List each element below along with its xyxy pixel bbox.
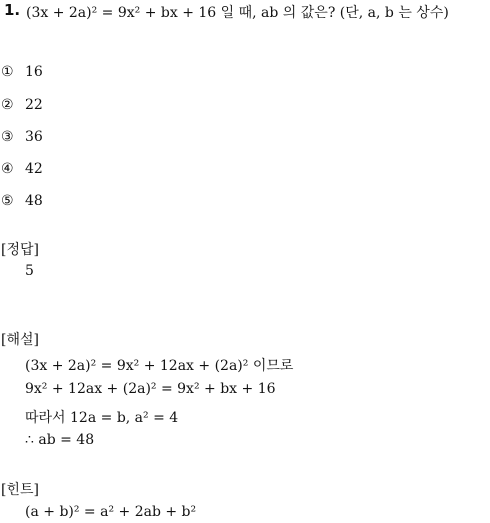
answer-label: [정답] — [1, 242, 39, 258]
option-value-3[interactable]: 36 — [25, 129, 43, 145]
option-marker-2[interactable]: ② — [1, 97, 14, 113]
question-text: (3x + 2a)² = 9x² + bx + 16 일 때, ab 의 값은? (단, a, b 는 상수) — [26, 5, 449, 21]
option-value-2[interactable]: 22 — [25, 97, 43, 113]
answer-value: 5 — [25, 263, 34, 279]
hint-line: (a + b)² = a² + 2ab + b² — [25, 504, 197, 520]
option-value-1[interactable]: 16 — [25, 64, 43, 80]
explanation-line-4: ∴ ab = 48 — [25, 432, 95, 448]
explanation-line-3: 따라서 12a = b, a² = 4 — [25, 410, 179, 426]
option-value-5[interactable]: 48 — [25, 193, 43, 209]
option-marker-3[interactable]: ③ — [1, 129, 14, 145]
option-marker-4[interactable]: ④ — [1, 161, 14, 177]
hint-label: [힌트] — [1, 482, 39, 498]
option-marker-5[interactable]: ⑤ — [1, 193, 14, 209]
explanation-line-1: (3x + 2a)² = 9x² + 12ax + (2a)² 이므로 — [25, 358, 294, 374]
option-marker-1[interactable]: ① — [1, 64, 14, 80]
explanation-label: [해설] — [1, 332, 39, 348]
explanation-line-2: 9x² + 12ax + (2a)² = 9x² + bx + 16 — [25, 381, 276, 397]
question-number: 1. — [4, 1, 21, 19]
option-value-4[interactable]: 42 — [25, 161, 43, 177]
